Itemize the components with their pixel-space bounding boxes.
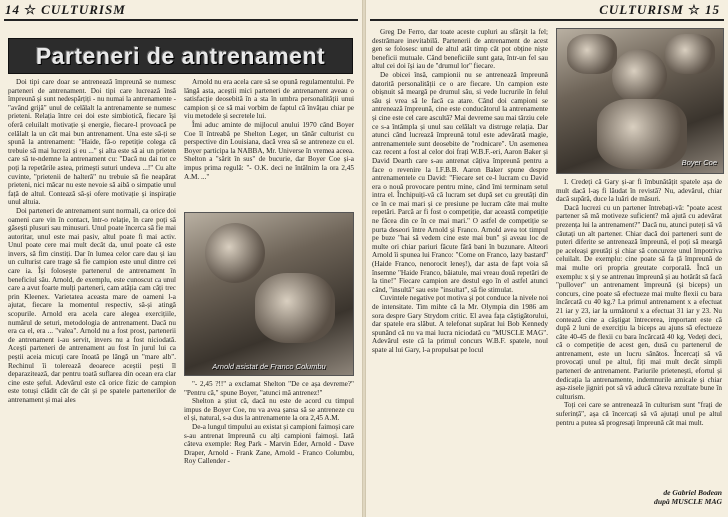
right-page <box>366 0 728 517</box>
article-title: Parteneri de antrenament <box>35 42 326 69</box>
right-header-rule <box>370 19 724 21</box>
left-running-head <box>5 2 126 18</box>
left-col2-para-4: Shelton a știut că, dacă nu este de acord cu timpul impus de Boyer Coe, nu va avea șansa să se antreneze cu el și, natural, s-a dus la antrenamente la ora 2,45 A.M. <box>184 397 354 423</box>
arnold-franco-photo <box>184 212 354 376</box>
left-col1-para-2: Doi parteneri de antrenament sunt normali, ca orice doi oameni care vin în contact, într-o relație, în care poți să găsești plusuri sau minusuri. Unul poate încerca să fie mai autoritar, unul este mai pasiv, altul poate fi mai activ. Unul poate cere mai mult decât da, unul poate că este invers, să fim cinstiți. Dar în lumea celor care dau și iau un culturist care trage să fie campion este unul dintre cei care ia. Își folosește partenerul de antrenament în beneficiul său. Arnold, de exemplu, este cunoscut ca unul care a avut foarte mulți parteneri, cam atâția cam câți trec prin Kleenex. Varietatea aceasta mare de oameni l-a ajutat, fiecare la momentul respectiv, să-și atingă scopurile. Arnold era acela care alegea exercițiile, numărul de seturi, metodologia de antrenament. Dacă nu era ca el, era ... "valea". Arnold nu a fost prost, partenerii de antrenament i-au servit, invers nu a fost niciodată. Acești parteneri de antrenament au fost în jurul lui ca peștii aceia micuți care înoată pe lângă un "mare alb". Rechinul îi tolerează deoarece aceștii pești îl deparazitează, dar pentru toată suflarea din ocean era clar cine este șeful. Adevărul este că orice fizic de campion este totuși clădit cât de cât și pe spatele partenerilor de antrenament și mai ales <box>8 206 176 404</box>
left-col2-para-1: Arnold nu era acela care să se opună regulamentului. Pe lângă asta, aceștii mici parteneri de antrenament aveau o satisfacție deosebită în a sta în umbra personalității unui campion și ce să mai vorbim de faptul că învățau chiar pe viu metodele și secretele lui. <box>184 78 354 121</box>
left-magazine-name: CULTURISM <box>41 2 126 17</box>
star-icon: ☆ <box>688 2 705 17</box>
figure-body-shape <box>255 273 335 343</box>
figure-head-shape <box>612 49 667 104</box>
right-column-2 <box>556 178 722 482</box>
left-page-number: 14 <box>5 2 20 17</box>
left-column-2-top <box>184 78 354 206</box>
right-column-1 <box>372 28 548 514</box>
right-col2-para-1: I. Credeți că Gary și-ar fi îmbunătățit spatele așa de mult dacă l-aș fi lăudat în revistă? Nu, adevărul, chiar dacă supără, duce la luări de măsuri. <box>556 178 722 204</box>
right-magazine-name: CULTURISM <box>599 2 684 17</box>
figure-arm-right-shape <box>665 34 715 74</box>
left-header-rule <box>4 19 358 21</box>
photo-caption-right: Boyer Coe <box>681 158 717 167</box>
boyer-coe-photo <box>556 28 724 174</box>
left-column-1 <box>8 78 176 514</box>
photo-caption-left: Arnold asistat de Franco Columbu <box>212 362 326 371</box>
left-col2-para-3: "- 2,45 ?!!" a exclamat Shelton "De ce așa devreme?" "Pentru că," spune Boyer, "atunci mă antrenez!" <box>184 380 354 397</box>
right-col2-para-2: Dacă lucrezi cu un partener întrebați-vă: "poate acest partener să mă motiveze suficient? mă ajută cu adevărat prezența lui la antrenament?" Dacă nu, atunci puteți să vă căutați un alt partener. Chiar dacă doi parteneri sunt de puteri diferite se antrenează împreună, el poți să meargă pe aceleași greutăți și chiar să concureze unul împotriva celuilalt. De exemplu: cine poate să fa ță împreună de mai multe ori propria greutate corporală. Încă un exemplu: x și y se antrenau împreună și au hotărât să facă "pullover" un antrenament împreună (și biceps) un concurs, cine poate să efectueze mai multe flexii cu bara încărcată cu 40 kg.? La primul antrenament x a efectuat 21 iar y 23, iar la următorul x a efectuat 31 iar y 23. Nu contează cine a câștigat întrecerea, important este că după 2 luni de exercițiu la biceps au ajuns să efectueze câte 40-45 de flexii cu bara încărcată 40 kg. Vedeți deci, că o competiție de acest gen, dusă cu partenerul de antrenament, este un lucru sănătos. Încercați să vă provocați unul pe altul, fiți mai mult decât simpli parteneri de antrenament. Pariurile prietenești, efortul și dedicația la antrenamente, indemnurile amicale și chiar așa-zisele jigniri pot să vă aducă câteva rezultate bune în culturism. <box>556 203 722 401</box>
right-col1-para-2: De obicei însă, campionii nu se antrenează împreună datorită personalității ce o are fiecare. Un campion este obișnuit să meargă pe drumul său, si vede lucrurile în felul său și vrea să le facă ca atare. Când doi campioni se antrenează împreună, cine este conducătorul la antrenamente și cine este cel care ascultă? Mai devreme sau mai târziu cele ce s-a întâmpla și unul sau celălalt va distruge relația. Dar atunci când lucrează împreună totul este adevărată magie, antrenamentele sunt deosebite de "rodnicare". Un asemenea caz recent a fost al celor doi frați W.B.F.-eri, Aaron Baker și David Dearth care s-au antrenat câțiva împreună pentru a face o revenire la I.F.B.B. Aaron Baker spune despre antrenamentele cu David: "Fiecare set ce-l lucram cu David era o nouă provocare pentru mine, când îmi terminam setul intra el. Închipuiți-vă că lucram set după set cu greutăți din ce în ce mai mari și ce presiune pe lucram câte mai multe repetări. Parcă ar fi fost o competiție, dar această competiție ne făcea din ce în ce mai mari." O astfel de competiție se purta deseori între Arnold și Franco. Arnold avea tot timpul pe buze "hai să vedem cine este mai bun" și aveau loc de multe ori chiar pariuri făcute fără bani în buzunare. Alteori Arnold îi spunea lui Franco: "Come on Franco, lazy bastard" (Haide Franco, nenorocit leneș!), dar asta de fapt voia să însemne "Haide Franco, băiatule, mai vreau două repetări de la tine!" Fiecare campion are destul ego în el astfel atunci când, "insultă" sau este "insultat", să fie stimulat. <box>372 70 548 294</box>
byline-author: de Gabriel Bodean <box>663 488 722 497</box>
article-title-banner <box>8 38 353 74</box>
article-byline <box>556 488 722 506</box>
left-col2-para-2: Îmi aduc aminte de mijlocul anului 1970 când Boyer Coe îl întreabă pe Shelton Leger, un tânăr culturist cu perspective din Louisiana, dacă vrea să se antreneze cu el. Boyer participa la NABBA, Mr. Universe în vremea aceea. Shelton a "sărit în sus" de bucurie, dar Boyer Coe și-a impus prima regulă: "- O.K. deci ne întâlnim la ora 2,45 A.M. ..." <box>184 120 354 181</box>
figure-head-shape <box>205 223 265 283</box>
right-col2-para-3: Toți cei care se antrenează în culturism sunt "frați de suferință", așa că încercați să vă ajutați unul pe altul pentru a putea să progresați împreună cât mai mult. <box>556 401 722 427</box>
figure-arm-left-shape <box>567 34 617 74</box>
left-column-2-bottom <box>184 380 354 514</box>
left-col1-para-1: Doi tipi care doar se antrenează împreună se numesc parteneri de antrenament. Doi tipi care lucrează însă împreună și sunt nedespărțiți - nu numai la antrenamente - "având grijă" unul de celălalt la antrenamente se numesc prieteni. Relația între cei doi este simbiotică, fiecare își oferă celuilalt motivație și energie, fiecare-l provoacă pe celălalt la un cât mai bun antrenament. Una este să-ți se spună la antrenament: "Haide, fă-o repetiție colega că trebuie să mai lucrezi și eu ..." și alta este să ai un prieten care să te-ndemne la antrenament cu: "Dacă nu dai tot ce poți la repetările astea, primești suturi undeva ...!" Cu alte cuvinte, "prietenii de halteră" nu trebuie să fie neapărat prieteni, nici măcar nu este nevoie să aibă o simpatie unul față de altul. Contează să-și ofere motivație și inspirație unul altuia. <box>8 78 176 207</box>
left-page <box>0 0 362 517</box>
left-col2-para-5: De-a lungul timpului au existat și campioni faimoși care s-au antrenat împreună cu alți campioni faimoși. Iată câteva exemple: Reg Park - Marvin Eder, Arnold - Dave Draper, Arnold - Frank Zane, Arnold - Franco Columbu, Roy Callender - <box>184 422 354 466</box>
right-running-head <box>599 2 720 18</box>
right-col1-para-1: Greg De Ferro, dar toate aceste cupluri au sfârșit la fel; destrămare inevitabilă. Partenerii de antrenament de acest gen se folosesc unul de altul atât timp cât pot obține niște beneficii mutuale. Când beneficiile sunt gata, într-un fel sau altul cei doi își iau de "drumul lor" fiecare. <box>372 28 548 71</box>
right-col1-para-3: Cuvintele negative pot motiva și pot conduce la nivele noi de intensitate. Tim mihte că la Mr. Olympia din 1986 am sora despre Gary Strydom critic. El avea fața căștigătorului, dar spatele era slăbut. A telefonat supărat lui Bob Kennedy spunând că nu va mai lucra niciodată cu "MUSCLE MAG". Adevărul este că la primul concurs W.B.F. spatele, noul spate al lui Gary, l-a propulsat pe locul <box>372 294 548 354</box>
star-icon: ☆ <box>24 2 42 17</box>
byline-source: după MUSCLE MAG <box>654 497 722 506</box>
right-page-number: 15 <box>705 2 720 17</box>
